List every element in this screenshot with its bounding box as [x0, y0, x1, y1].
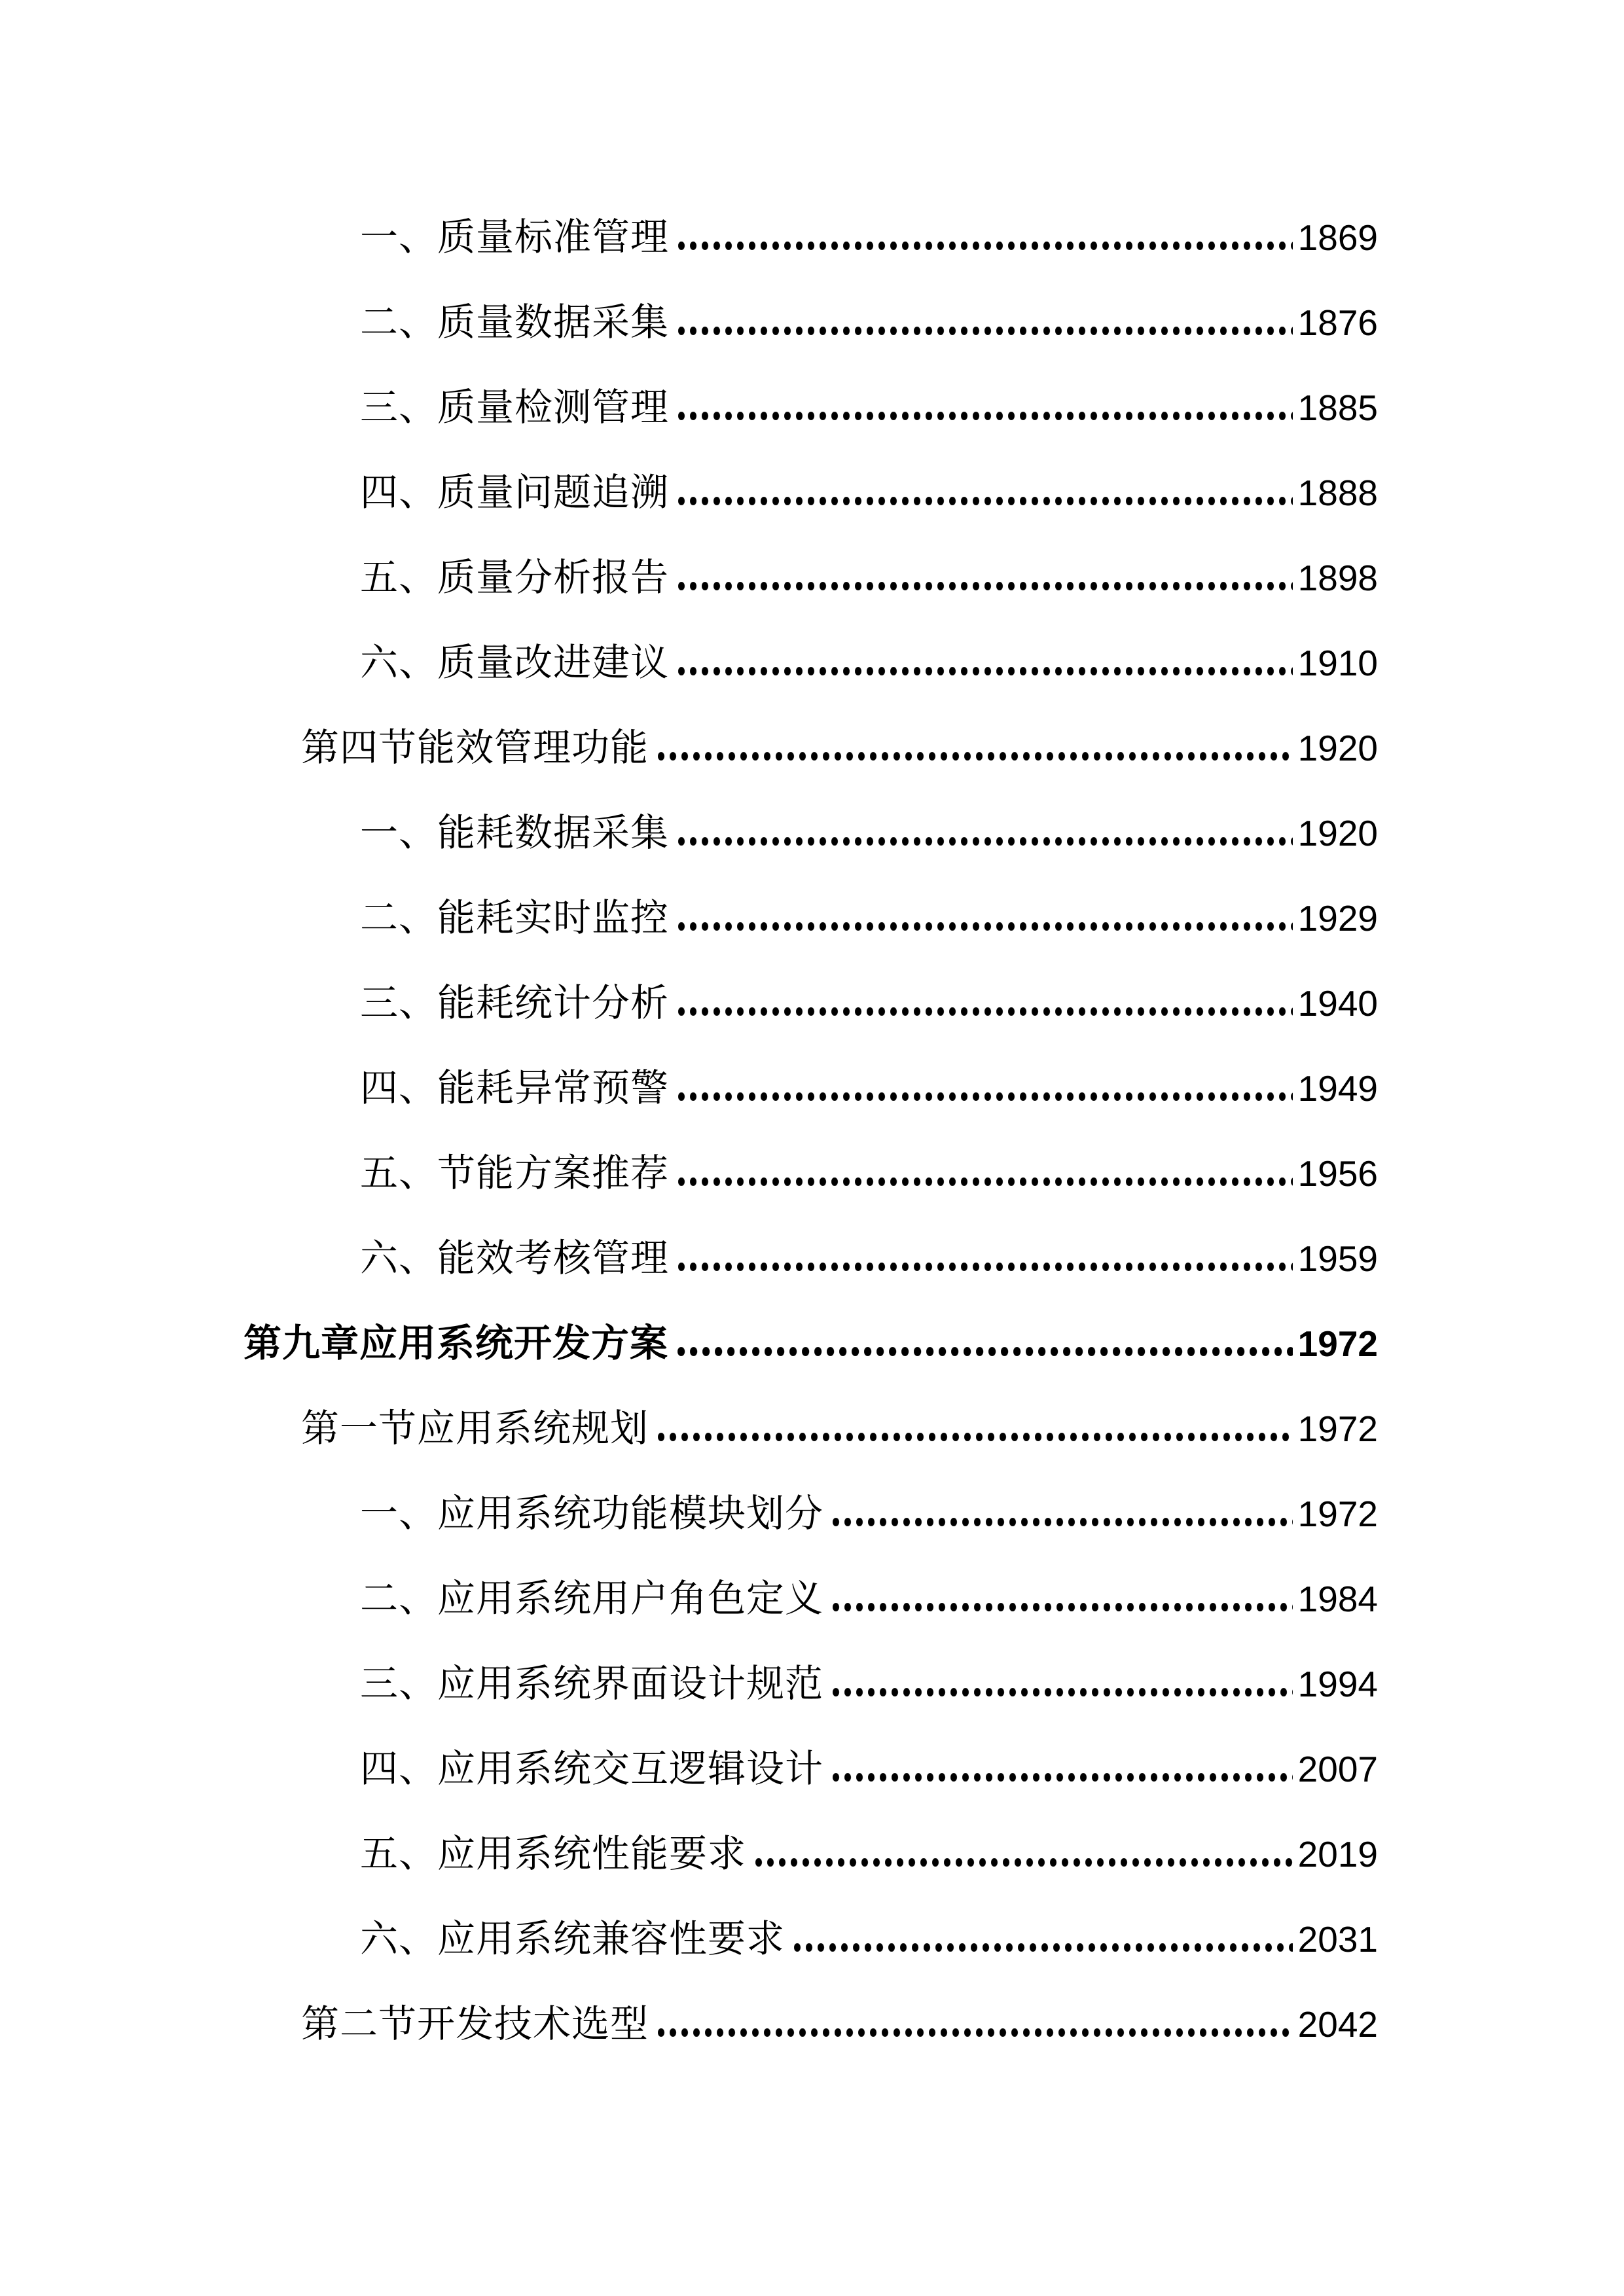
toc-page-number[interactable]: 1949 [1297, 1068, 1378, 1109]
toc-row[interactable] [360, 791, 1378, 876]
dot-leader [658, 1433, 1293, 1441]
toc-row[interactable] [360, 1641, 1378, 1727]
toc-entry-title[interactable]: 第一节应用系统规划 [301, 1407, 649, 1450]
toc-page-number[interactable]: 1888 [1297, 473, 1378, 513]
toc-entry-title[interactable]: 四、应用系统交互逻辑设计 [360, 1748, 824, 1790]
dot-leader [678, 1177, 1293, 1186]
dot-leader [755, 1858, 1293, 1867]
toc-page-number[interactable]: 1929 [1297, 898, 1378, 939]
dot-leader [678, 667, 1293, 675]
dot-leader [833, 1773, 1293, 1782]
dot-leader [833, 1518, 1293, 1526]
toc-entry-title[interactable]: 三、能耗统计分析 [360, 982, 670, 1024]
toc-entry-title[interactable]: 二、能耗实时监控 [360, 897, 670, 939]
toc-page-number[interactable]: 2031 [1297, 1919, 1378, 1960]
toc-row[interactable] [360, 1897, 1378, 1982]
toc-page-number[interactable]: 2042 [1297, 2004, 1378, 2045]
toc-entry-title[interactable]: 第九章应用系统开发方案 [244, 1322, 669, 1365]
toc-entry-title[interactable]: 六、质量改进建议 [360, 641, 670, 684]
dot-leader [678, 922, 1293, 931]
dot-leader [833, 1603, 1293, 1611]
toc-page-number[interactable]: 1910 [1297, 643, 1378, 683]
toc-page-number[interactable]: 1972 [1297, 1408, 1378, 1449]
toc-row[interactable] [301, 1982, 1378, 2067]
toc-entry-title[interactable]: 第四节能效管理功能 [301, 726, 649, 769]
dot-leader [677, 1347, 1293, 1356]
toc-entry-title[interactable]: 四、能耗异常预警 [360, 1067, 670, 1109]
dot-leader [658, 752, 1293, 761]
toc-entry-title[interactable]: 一、应用系统功能模块划分 [360, 1492, 824, 1535]
toc-row[interactable] [360, 280, 1378, 365]
toc-row[interactable] [360, 1471, 1378, 1556]
toc-entry-title[interactable]: 四、质量问题追溯 [360, 471, 670, 514]
dot-leader [794, 1943, 1293, 1952]
toc-entry-title[interactable]: 三、应用系统界面设计规范 [360, 1662, 824, 1705]
toc-row[interactable] [360, 450, 1378, 535]
toc-entry-title[interactable]: 一、能耗数据采集 [360, 812, 670, 854]
toc-row[interactable] [360, 195, 1378, 280]
dot-leader [658, 2028, 1293, 2037]
toc-page-number[interactable]: 1869 [1297, 217, 1378, 258]
dot-leader [678, 837, 1293, 846]
toc-entry-title[interactable]: 五、节能方案推荐 [360, 1152, 670, 1194]
toc-row[interactable] [360, 1727, 1378, 1812]
toc-page-number[interactable]: 1956 [1297, 1153, 1378, 1194]
toc-page-number[interactable]: 1920 [1297, 728, 1378, 768]
dot-leader [678, 1263, 1293, 1271]
toc-page-number[interactable]: 2007 [1297, 1749, 1378, 1789]
toc-page-number[interactable]: 1885 [1297, 387, 1378, 428]
dot-leader [678, 1092, 1293, 1101]
toc-entry-title[interactable]: 六、能效考核管理 [360, 1237, 670, 1280]
toc-entry-title[interactable]: 三、质量检测管理 [360, 386, 670, 429]
toc-page-number[interactable]: 1898 [1297, 558, 1378, 598]
toc-page-number[interactable]: 1994 [1297, 1664, 1378, 1704]
toc-row[interactable] [360, 620, 1378, 706]
toc-page-number[interactable]: 1984 [1297, 1579, 1378, 1619]
toc-row[interactable] [360, 365, 1378, 450]
toc-row[interactable] [360, 876, 1378, 961]
toc-entry-title[interactable]: 六、应用系统兼容性要求 [360, 1918, 785, 1960]
toc-entry-title[interactable]: 五、质量分析报告 [360, 556, 670, 599]
toc-page-number[interactable]: 1876 [1297, 302, 1378, 343]
toc-row[interactable] [360, 1216, 1378, 1301]
toc-entry-title[interactable]: 第二节开发技术选型 [301, 2003, 649, 2045]
toc-page-number[interactable]: 1972 [1297, 1494, 1378, 1534]
toc-page-number[interactable]: 1920 [1297, 813, 1378, 853]
dot-leader [833, 1688, 1293, 1696]
toc-row[interactable] [360, 1131, 1378, 1216]
toc-entry-title[interactable]: 五、应用系统性能要求 [360, 1833, 747, 1875]
toc-page-number[interactable]: 1972 [1297, 1323, 1378, 1364]
toc-entry-title[interactable]: 二、质量数据采集 [360, 301, 670, 344]
toc-row[interactable] [360, 1812, 1378, 1897]
toc-row[interactable] [244, 1301, 1378, 1386]
toc-row[interactable] [360, 535, 1378, 620]
dot-leader [678, 497, 1293, 505]
toc-entry-title[interactable]: 一、质量标准管理 [360, 216, 670, 259]
toc-page-number[interactable]: 1940 [1297, 983, 1378, 1024]
toc-page-number[interactable]: 2019 [1297, 1834, 1378, 1874]
table-of-contents [244, 195, 1378, 2067]
toc-entry-title[interactable]: 二、应用系统用户角色定义 [360, 1577, 824, 1620]
dot-leader [678, 327, 1293, 335]
dot-leader [678, 412, 1293, 420]
toc-row[interactable] [301, 1386, 1378, 1471]
toc-row[interactable] [301, 706, 1378, 791]
toc-row[interactable] [360, 1046, 1378, 1131]
dot-leader [678, 582, 1293, 590]
toc-row[interactable] [360, 961, 1378, 1046]
toc-row[interactable] [360, 1556, 1378, 1641]
toc-page-number[interactable]: 1959 [1297, 1238, 1378, 1279]
dot-leader [678, 1007, 1293, 1016]
dot-leader [678, 242, 1293, 250]
